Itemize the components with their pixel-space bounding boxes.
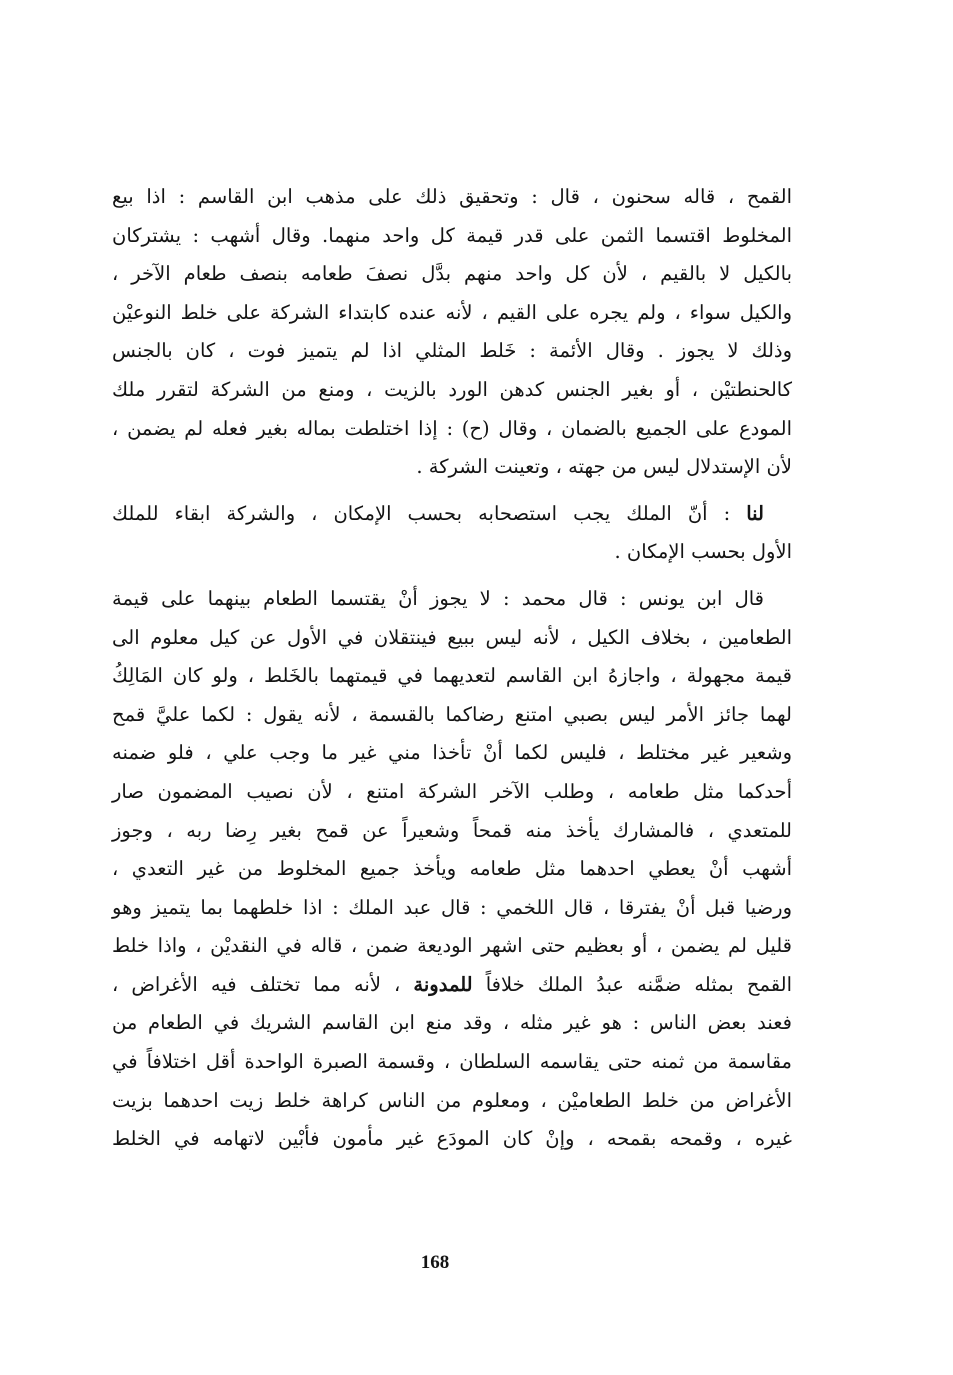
- text-line: والكيل سواء ، ولم يجره على القيم ، لأنه عنده كابتداء الشركة على خلط النوعيْن: [112, 300, 792, 324]
- text-line: بالكيل لا بالقيم ، لأن كل واحد منهم بدَّل نصفَ طعامه بنصف طعام الآخر ،: [112, 262, 792, 286]
- text-line: ورضيا قبل أنْ يفترقا ، قال اللخمي : قال عبد الملك : اذا خلطهما بما يتميز وهو: [112, 895, 792, 919]
- text-segment: القمح بمثله ضمَّنه عبدُ الملك خلافاً: [472, 972, 792, 996]
- text-line: فعند بعض الناس : هو غير مثله ، وقد منع ابن القاسم الشريك في الطعام من: [112, 1011, 792, 1035]
- text-line: للمتعدي ، فالمشارك يأخذ منه قمحاً وشعيراً عن قمح بغير رِضا ربه ، وجوز: [112, 818, 792, 842]
- body-text: [112, 178, 792, 1159]
- text-line: [112, 966, 792, 1005]
- paragraph-2: [112, 495, 792, 572]
- text-line: قيمة مجهولة ، واجازهُ ابن القاسم لتعديهما في قيمتهما بالخَلط ، ولو كان المَالِكُ: [112, 664, 792, 688]
- text-line: الأول بحسب الإمكان .: [614, 540, 792, 564]
- text-line: الأغراض من خلط الطعاميْن ، ومعلوم من الناس كراهة خلط زيت احدهما بزيت: [112, 1088, 792, 1112]
- text-line: القمح ، قاله سحنون ، قال : وتحقيق ذلك على مذهب ابن القاسم : اذا بيع: [112, 185, 792, 208]
- text-line: أشهب أنْ يعطي احدهما مثل طعامه ويأخذ جميع المخلوط من غير التعدي ،: [112, 857, 792, 881]
- text-segment: : أنّ الملك يجب استصحابه بحسب الإمكان ، والشركة ابقاء للملك: [112, 501, 747, 525]
- page-number: 168: [420, 1252, 450, 1273]
- text-line: قال ابن يونس : قال محمد : لا يجوز أنْ يقتسما الطعام بينهما على قيمة: [112, 586, 764, 610]
- text-segment: ، لأنه مما تختلف فيه الأغراض ،: [112, 972, 414, 996]
- text-line: غيره ، وقمحه بقمحه ، وإنْ كان المودَع غير مأمون فأبْين لاتهامه في الخلط: [112, 1127, 792, 1151]
- text-line: أحدكما مثل طعامه ، وطلب الآخر الشركة امتنع ، لأن نصيب المضمون صار: [112, 779, 792, 803]
- text-line: [112, 495, 792, 534]
- text-line: المودع على الجميع بالضمان ، وقال (ح) : إذا اختلطت بماله بغير فعله لم يضمن ،: [112, 416, 792, 440]
- label-lana: لنا: [746, 501, 764, 525]
- text-line: الطعامين ، بخلاف الكيل ، لأنه ليس ببيع فينتقلان في الأول عن كيل معلوم الى: [112, 625, 792, 649]
- text-line: لهما جائز الأمر ليس بصبي امتنع رضاكما بالقسمة ، لأنه يقول : لكما عليَّ قمح: [112, 702, 792, 726]
- text-line: مقاسمة من ثمنه حتى يقاسمه السلطان ، وقسمة الصبرة الواحدة أقل اختلافاً في: [112, 1050, 792, 1074]
- text-line: المخلوط اقتسما الثمن على قدر قيمة كل واحد منهما. وقال أشهب : يشتركان: [112, 223, 792, 247]
- text-line: قليل لم يضمن ، أو بعظيم حتى اشهر الوديعة ضمن ، قاله في النقديْن ، واذا خلط: [112, 934, 792, 958]
- text-line: وشعير غير مختلط ، فليس لكما أنْ تأخذا مني غير ما وجب علي ، فلو ضمنه: [112, 741, 792, 765]
- text-line: وذلك لا يجوز . وقال الأئمة : خَلط المثلي اذا لم يتميز فوت ، كان بالجنس: [112, 339, 792, 363]
- bold-term-mudawwana: للمدونة: [413, 972, 473, 996]
- paragraph-3: [112, 580, 792, 1159]
- text-line: كالحنطتيْن ، أو بغير الجنس كدهن الورد بالزيت ، ومنع من الشركة لتقرر ملك: [112, 377, 792, 401]
- paragraph-1: [112, 178, 792, 487]
- text-line: لأن الإستدلال ليس من جهته ، وتعينت الشركة .: [416, 455, 792, 479]
